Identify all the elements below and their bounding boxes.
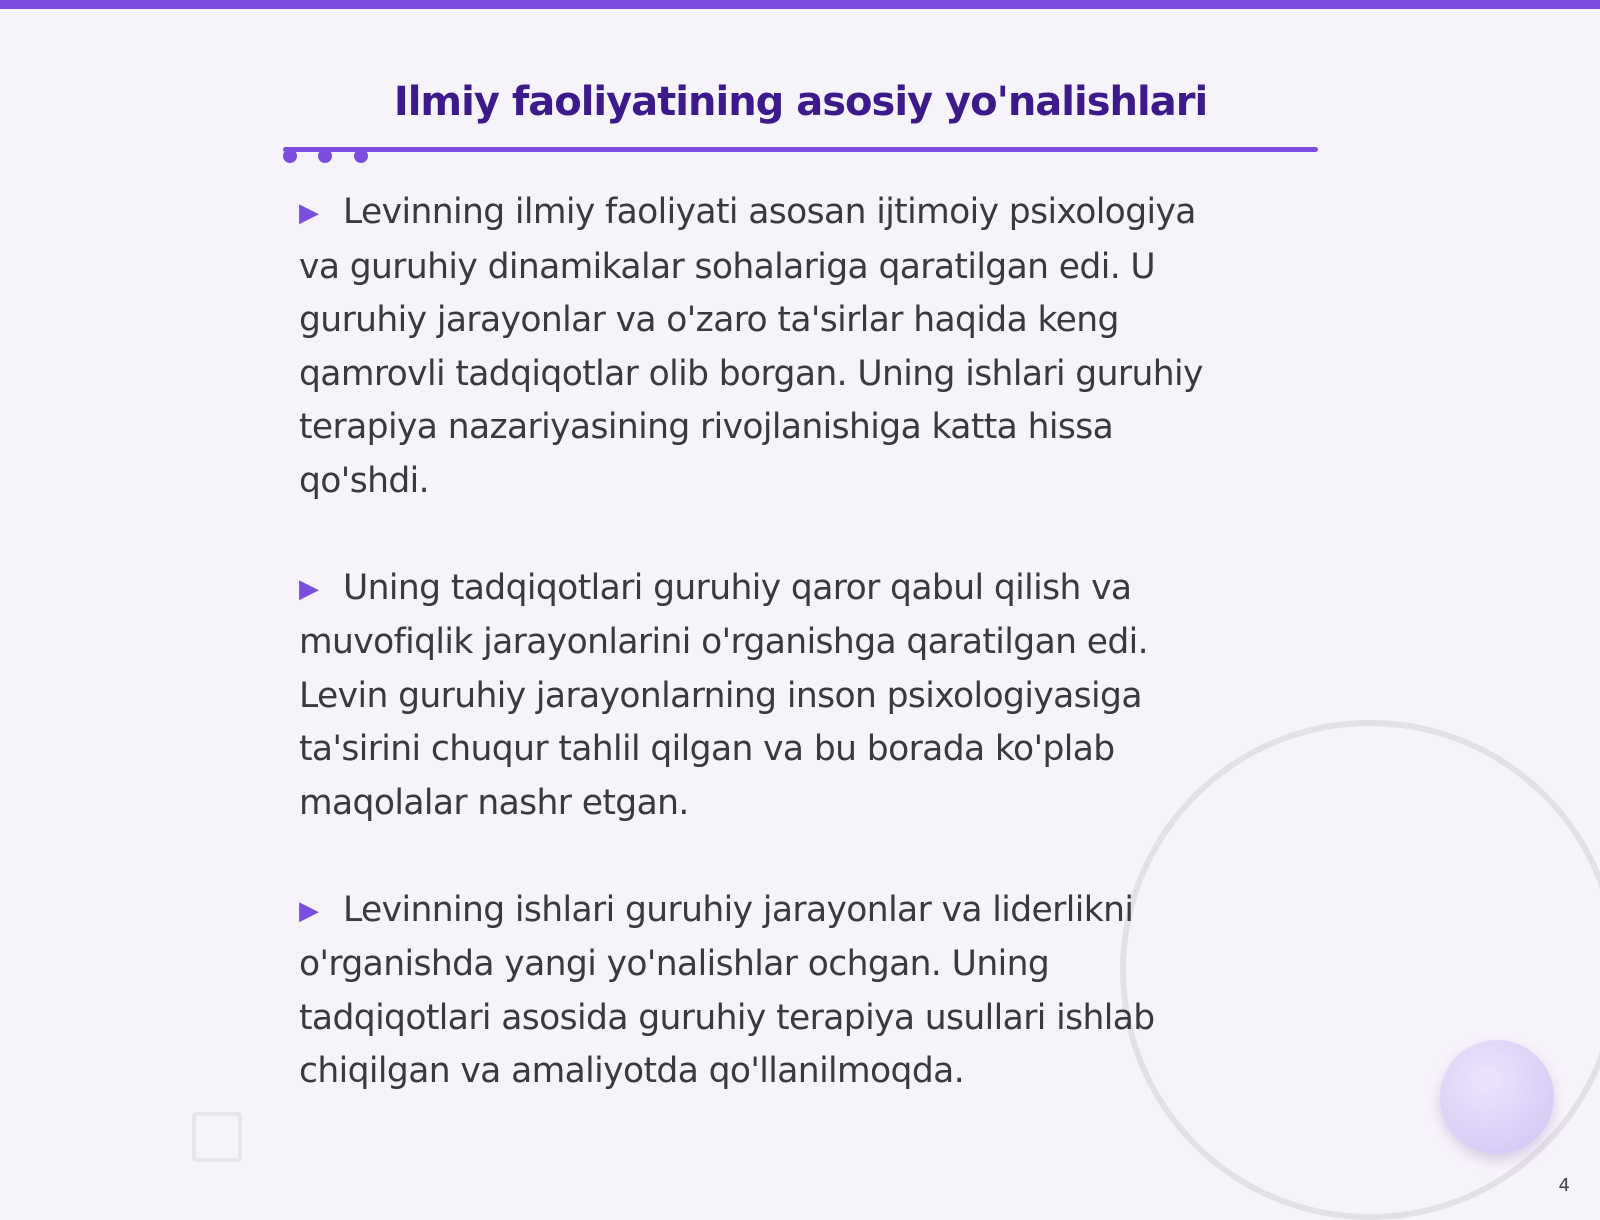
top-accent-bar xyxy=(0,0,1600,9)
paragraph-line: ta'sirini chuqur tahlil qilgan va bu borada ko'plab xyxy=(299,729,1115,769)
triangle-bullet-icon: ▶ xyxy=(299,573,319,604)
slide-title: Ilmiy faoliyatining asosiy yo'nalishlari xyxy=(393,79,1208,125)
decorative-dot-3 xyxy=(354,149,368,163)
bullet-paragraph-2 xyxy=(299,562,1289,831)
paragraph-line: o'rganishda yangi yo'nalishlar ochgan. Uning xyxy=(299,944,1050,984)
triangle-bullet-icon: ▶ xyxy=(299,198,319,228)
paragraph-line: Levinning ilmiy faoliyati asosan ijtimoiy psixologiya xyxy=(343,192,1196,232)
paragraph-line: tadqiqotlari asosida guruhiy terapiya usullari ishlab xyxy=(299,997,1155,1038)
paragraph-line: terapiya nazariyasining rivojlanishiga katta hissa xyxy=(299,407,1114,447)
paragraph-line: chiqilgan va amaliyotda qo'llanilmoqda. xyxy=(299,1051,965,1091)
decorative-dot-1 xyxy=(283,149,297,163)
decorative-dot-2 xyxy=(318,149,332,163)
paragraph-line: muvofiqlik jarayonlarini o'rganishga qaratilgan edi. xyxy=(299,622,1149,662)
bullet-list xyxy=(299,186,1289,1152)
paragraph-line: maqolalar nashr etgan. xyxy=(299,782,689,823)
paragraph-line: Levinning ishlari guruhiy jarayonlar va liderlikni xyxy=(343,889,1134,930)
paragraph-line: qo'shdi. xyxy=(299,460,429,501)
page-number: 4 xyxy=(1558,1175,1570,1196)
decorative-square-outline xyxy=(192,1112,242,1162)
triangle-bullet-icon: ▶ xyxy=(299,895,319,926)
paragraph-line: guruhiy jarayonlar va o'zaro ta'sirlar haqida keng xyxy=(299,300,1119,340)
paragraph-line: Levin guruhiy jarayonlarning inson psixologiyasiga xyxy=(299,675,1142,716)
paragraph-line: Uning tadqiqotlari guruhiy qaror qabul qilish va xyxy=(343,567,1132,608)
decorative-sphere xyxy=(1440,1040,1554,1154)
bullet-paragraph-3 xyxy=(299,884,1289,1099)
paragraph-line: va guruhiy dinamikalar sohalariga qaratilgan edi. U xyxy=(299,246,1156,287)
paragraph-line: qamrovli tadqiqotlar olib borgan. Uning ishlari guruhiy xyxy=(299,353,1203,394)
bullet-paragraph-1 xyxy=(299,186,1289,508)
title-underline xyxy=(283,147,1318,152)
